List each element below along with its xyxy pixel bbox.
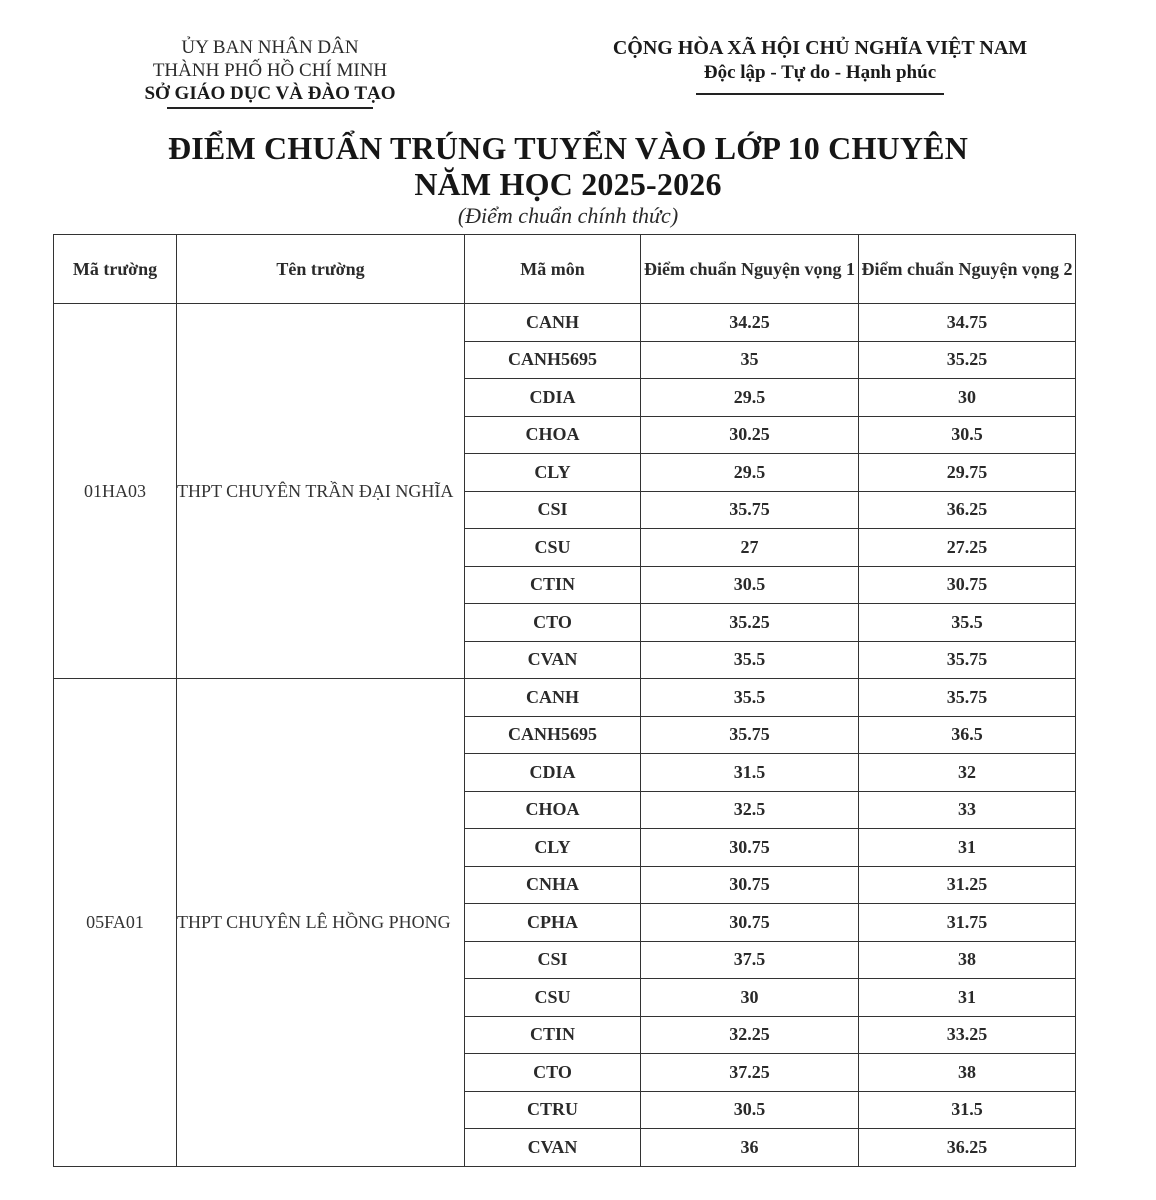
subject-code: CTO — [465, 604, 641, 642]
subject-code: CANH — [465, 679, 641, 717]
choice-1-score: 31.5 — [641, 754, 859, 792]
choice-1-score: 36 — [641, 1129, 859, 1167]
table-row — [54, 679, 1076, 717]
choice-1-score: 35.75 — [641, 491, 859, 529]
authority-line-1: ỦY BAN NHÂN DÂN — [181, 37, 359, 58]
choice-1-score: 35.5 — [641, 679, 859, 717]
national-motto: Độc lập - Tự do - Hạnh phúc — [703, 62, 937, 83]
subject-code: CNHA — [465, 866, 641, 904]
choice-2-score: 30.5 — [859, 416, 1076, 454]
table-body — [54, 304, 1076, 1167]
choice-1-score: 27 — [641, 529, 859, 567]
subject-code: CTRU — [465, 1091, 641, 1129]
subject-code: CTIN — [465, 566, 641, 604]
choice-1-score: 30.5 — [641, 1091, 859, 1129]
choice-2-score: 36.25 — [859, 1129, 1076, 1167]
choice-2-score: 30.75 — [859, 566, 1076, 604]
table-header-row — [54, 235, 1076, 304]
subject-code: CSU — [465, 529, 641, 567]
choice-2-score: 38 — [859, 1054, 1076, 1092]
choice-2-score: 31.5 — [859, 1091, 1076, 1129]
subject-code: CTIN — [465, 1016, 641, 1054]
column-header-choice-2-score: Điểm chuẩn Nguyện vọng 2 — [859, 235, 1076, 304]
national-header — [560, 36, 1080, 95]
column-header-choice-1-score: Điểm chuẩn Nguyện vọng 1 — [641, 235, 859, 304]
choice-2-score: 33 — [859, 791, 1076, 829]
choice-2-score: 36.5 — [859, 716, 1076, 754]
subject-code: CANH5695 — [465, 341, 641, 379]
choice-2-score: 31 — [859, 979, 1076, 1017]
choice-1-score: 37.25 — [641, 1054, 859, 1092]
choice-1-score: 30.75 — [641, 866, 859, 904]
authority-line-2: THÀNH PHỐ HỒ CHÍ MINH — [152, 60, 388, 81]
title-line-2: NĂM HỌC 2025-2026 — [414, 166, 722, 202]
school-code: 05FA01 — [54, 679, 177, 1167]
document-title — [0, 130, 1136, 202]
subject-code: CHOA — [465, 791, 641, 829]
choice-1-score: 30 — [641, 979, 859, 1017]
subject-code: CVAN — [465, 641, 641, 679]
subject-code: CDIA — [465, 754, 641, 792]
choice-2-score: 33.25 — [859, 1016, 1076, 1054]
choice-1-score: 30.75 — [641, 904, 859, 942]
choice-2-score: 35.5 — [859, 604, 1076, 642]
department-name: SỞ GIÁO DỤC VÀ ĐÀO TẠO — [144, 83, 396, 104]
choice-1-score: 34.25 — [641, 304, 859, 342]
choice-2-score: 30 — [859, 379, 1076, 417]
choice-1-score: 30.5 — [641, 566, 859, 604]
school-code: 01HA03 — [54, 304, 177, 679]
choice-2-score: 32 — [859, 754, 1076, 792]
choice-2-score: 31.25 — [859, 866, 1076, 904]
nation-name: CỘNG HÒA XÃ HỘI CHỦ NGHĨA VIỆT NAM — [612, 37, 1028, 59]
school-name: THPT CHUYÊN TRẦN ĐẠI NGHĨA — [177, 304, 465, 679]
choice-2-score: 35.75 — [859, 679, 1076, 717]
document-subtitle: (Điểm chuẩn chính thức) — [457, 203, 679, 228]
choice-2-score: 31.75 — [859, 904, 1076, 942]
table-row — [54, 304, 1076, 342]
choice-1-score: 29.5 — [641, 379, 859, 417]
subject-code: CSU — [465, 979, 641, 1017]
choice-1-score: 35.25 — [641, 604, 859, 642]
column-header-school-name: Tên trường — [177, 235, 465, 304]
issuing-authority — [100, 36, 440, 109]
choice-1-score: 30.75 — [641, 829, 859, 867]
choice-2-score: 36.25 — [859, 491, 1076, 529]
subject-code: CLY — [465, 829, 641, 867]
subject-code: CANH — [465, 304, 641, 342]
subject-code: CSI — [465, 941, 641, 979]
subject-code: CSI — [465, 491, 641, 529]
choice-1-score: 32.5 — [641, 791, 859, 829]
subject-code: CHOA — [465, 416, 641, 454]
choice-1-score: 32.25 — [641, 1016, 859, 1054]
subject-code: CANH5695 — [465, 716, 641, 754]
choice-1-score: 35 — [641, 341, 859, 379]
choice-2-score: 29.75 — [859, 454, 1076, 492]
choice-2-score: 38 — [859, 941, 1076, 979]
choice-2-score: 31 — [859, 829, 1076, 867]
choice-1-score: 30.25 — [641, 416, 859, 454]
choice-2-score: 34.75 — [859, 304, 1076, 342]
column-header-subject-code: Mã môn — [465, 235, 641, 304]
authority-underline — [167, 107, 373, 109]
column-header-school-code: Mã trường — [54, 235, 177, 304]
choice-1-score: 35.75 — [641, 716, 859, 754]
motto-underline — [696, 93, 944, 95]
choice-1-score: 37.5 — [641, 941, 859, 979]
choice-1-score: 29.5 — [641, 454, 859, 492]
subject-code: CPHA — [465, 904, 641, 942]
choice-2-score: 35.75 — [859, 641, 1076, 679]
subject-code: CDIA — [465, 379, 641, 417]
subject-code: CTO — [465, 1054, 641, 1092]
choice-1-score: 35.5 — [641, 641, 859, 679]
school-name: THPT CHUYÊN LÊ HỒNG PHONG — [177, 679, 465, 1167]
choice-2-score: 27.25 — [859, 529, 1076, 567]
choice-2-score: 35.25 — [859, 341, 1076, 379]
cutoff-scores-table — [53, 234, 1076, 1167]
title-line-1: ĐIỂM CHUẨN TRÚNG TUYỂN VÀO LỚP 10 CHUYÊN — [167, 130, 969, 166]
subject-code: CVAN — [465, 1129, 641, 1167]
subject-code: CLY — [465, 454, 641, 492]
